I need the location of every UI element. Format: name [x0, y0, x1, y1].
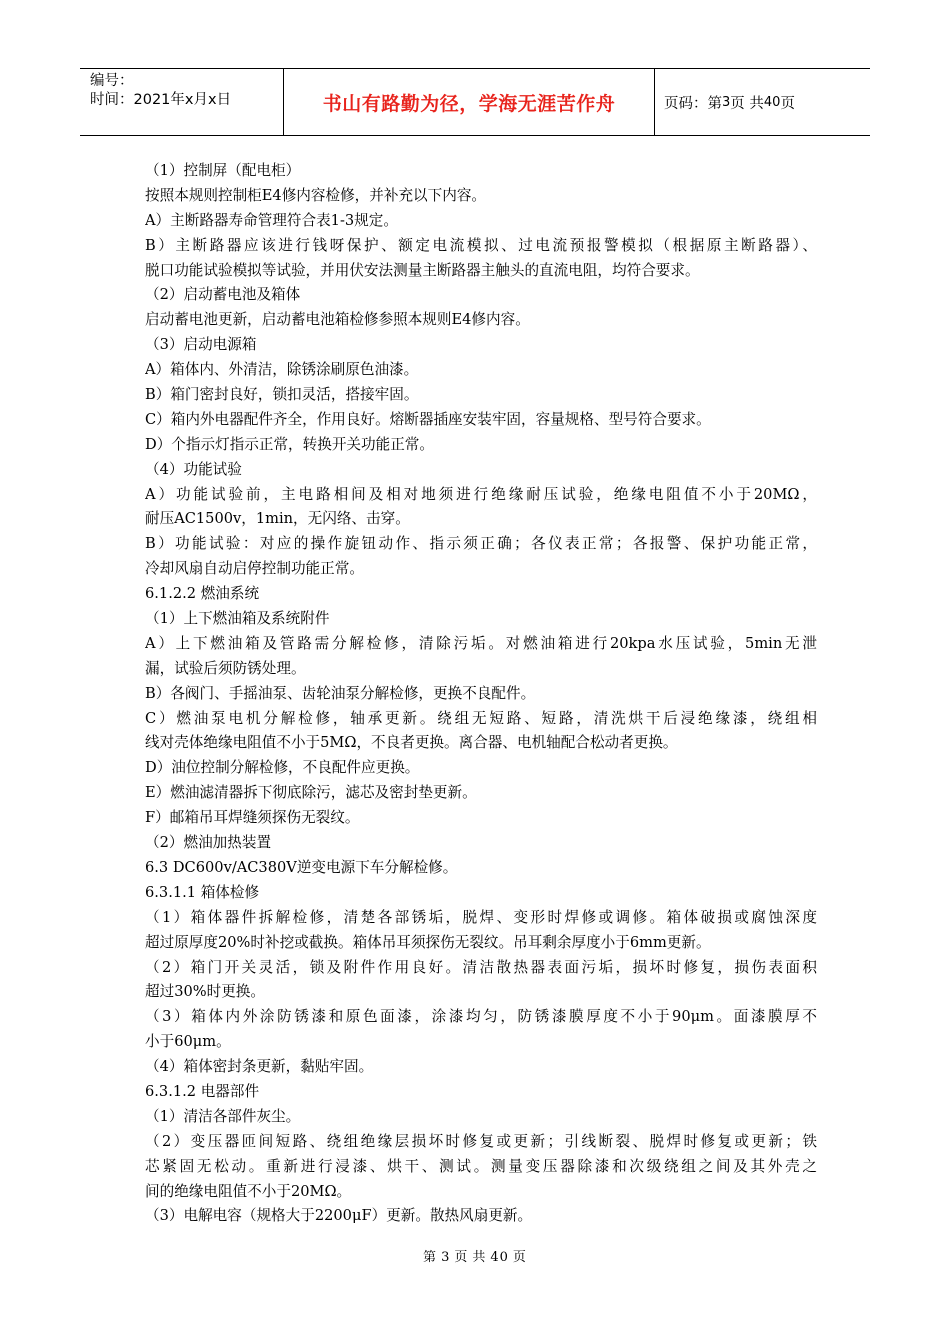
text-line: 脱口功能试验模拟等试验，并用伏安法测量主断路器主触头的直流电阻，均符合要求。: [145, 261, 700, 279]
page-header: [80, 68, 870, 136]
footer-ye-end: 页: [512, 1250, 527, 1265]
text-line: E）燃油滤清器拆下彻底除污，滤芯及密封垫更新。: [145, 784, 477, 802]
text-line: D）个指示灯指示正常，转换开关功能正常。: [145, 435, 434, 453]
text-line: 6.3.1.2 电器部件: [145, 1082, 260, 1100]
text-line: （3）电解电容（规格大于2200μF）更新。散热风扇更新。: [145, 1207, 533, 1225]
text-line: 冷却风扇自动启停控制功能正常。: [145, 560, 364, 578]
text-line: 漏，试验后须防锈处理。: [145, 659, 306, 677]
page-prefix: 页码：第: [664, 95, 722, 112]
text-line: （1）上下燃油箱及系统附件: [145, 610, 330, 628]
page-total: 40: [763, 94, 781, 110]
page-suffix: 页: [780, 95, 795, 112]
footer-di: 第: [423, 1250, 438, 1265]
text-line: 芯紧固无松动。重新进行浸漆、烘干、测试。测量变压器除漆和次级绕组之间及其外壳之: [145, 1157, 817, 1175]
text-line: F）邮箱吊耳焊缝须探伤无裂纹。: [145, 809, 360, 827]
text-line: 间的绝缘电阻值不小于20MΩ。: [145, 1182, 352, 1200]
text-line: D）油位控制分解检修，不良配件应更换。: [145, 759, 420, 777]
doc-time-row: [90, 91, 283, 110]
text-line: （4）功能试验: [145, 460, 242, 478]
text-line: （1）控制屏（配电柜）: [145, 162, 301, 179]
doc-time-label: 时间：: [90, 92, 134, 108]
text-line: （3）启动电源箱: [145, 336, 257, 354]
footer-total: 40: [490, 1250, 509, 1265]
text-line: （1）箱体器件拆解检修，清楚各部锈垢，脱焊、变形时焊修或调修。箱体破损或腐蚀深度: [145, 908, 817, 926]
header-page-info: [655, 69, 870, 135]
text-line: 6.3 DC600v/AC380V逆变电源下车分解检修。: [145, 858, 458, 876]
text-line: A）主断路器寿命管理符合表1-3规定。: [145, 211, 398, 229]
doc-date-value: 2021年x月x日: [133, 92, 232, 108]
document-body: [145, 159, 817, 1229]
text-line: B）各阀门、手摇油泵、齿轮油泵分解检修，更换不良配件。: [145, 684, 536, 702]
text-line: 按照本规则控制柜E4修内容检修，并补充以下内容。: [145, 186, 487, 204]
text-line: （4）箱体密封条更新，黏贴牢固。: [145, 1058, 374, 1076]
text-line: （2）箱门开关灵活，锁及附件作用良好。清洁散热器表面污垢，损坏时修复，损伤表面积: [145, 958, 817, 976]
text-line: C）燃油泵电机分解检修，轴承更新。绕组无短路、短路，清洗烘干后浸绝缘漆，绕组相: [145, 709, 817, 727]
text-line: 启动蓄电池更新，启动蓄电池箱检修参照本规则E4修内容。: [145, 311, 530, 329]
text-line: （2）变压器匝间短路、绕组绝缘层损坏时修复或更新；引线断裂、脱焊时修复或更新；铁: [145, 1132, 817, 1150]
footer-ye: 页: [454, 1250, 469, 1265]
text-line: B）箱门密封良好，锁扣灵活，搭接牢固。: [145, 386, 419, 404]
header-info-cell: [80, 69, 283, 135]
page-number: 3: [722, 94, 731, 110]
page-mid: 页 共: [730, 95, 764, 112]
text-line: A）功能试验前，主电路相间及相对地须进行绝缘耐压试验，绝缘电阻值不小于20MΩ，: [145, 485, 817, 503]
text-line: 超过原厚度20%时补挖或截换。箱体吊耳须探伤无裂纹。吊耳剩余厚度小于6mm更新。: [145, 933, 711, 951]
page-footer: [0, 1246, 950, 1265]
text-line: B）主断路器应该进行钱呀保护、额定电流模拟、过电流预报警模拟（根据原主断路器）、: [145, 236, 817, 254]
text-line: 6.3.1.1 箱体检修: [145, 883, 260, 901]
text-line: 6.1.2.2 燃油系统: [145, 585, 260, 603]
doc-number-label: 编号：: [90, 73, 134, 89]
text-line: A）箱体内、外清洁，除锈涂刷原色油漆。: [145, 361, 419, 379]
text-line: C）箱内外电器配件齐全，作用良好。熔断器插座安装牢固，容量规格、型号符合要求。: [145, 410, 711, 428]
footer-gong: 共: [472, 1250, 487, 1265]
footer-page-number: 3: [441, 1250, 451, 1265]
text-line: 耐压AC1500v，1min，无闪络、击穿。: [145, 510, 410, 528]
text-line: （2）启动蓄电池及箱体: [145, 286, 301, 304]
header-motto: 书山有路勤为径，学海无涯苦作舟: [283, 69, 655, 135]
text-line: 超过30%时更换。: [145, 983, 265, 1001]
text-line: （3）箱体内外涂防锈漆和原色面漆，涂漆均匀，防锈漆膜厚度不小于90μm。面漆膜厚不: [145, 1008, 817, 1026]
text-line: B）功能试验：对应的操作旋钮动作、指示须正确；各仪表正常；各报警、保护功能正常，: [145, 535, 817, 553]
text-line: 线对壳体绝缘电阻值不小于5MΩ，不良者更换。离合器、电机轴配合松动者更换。: [145, 734, 678, 752]
text-line: 小于60μm。: [145, 1033, 231, 1051]
text-line: （2）燃油加热装置: [145, 834, 272, 852]
text-line: （1）清洁各部件灰尘。: [145, 1107, 301, 1125]
text-line: A）上下燃油箱及管路需分解检修，清除污垢。对燃油箱进行20kpa水压试验，5min无泄: [145, 634, 817, 652]
